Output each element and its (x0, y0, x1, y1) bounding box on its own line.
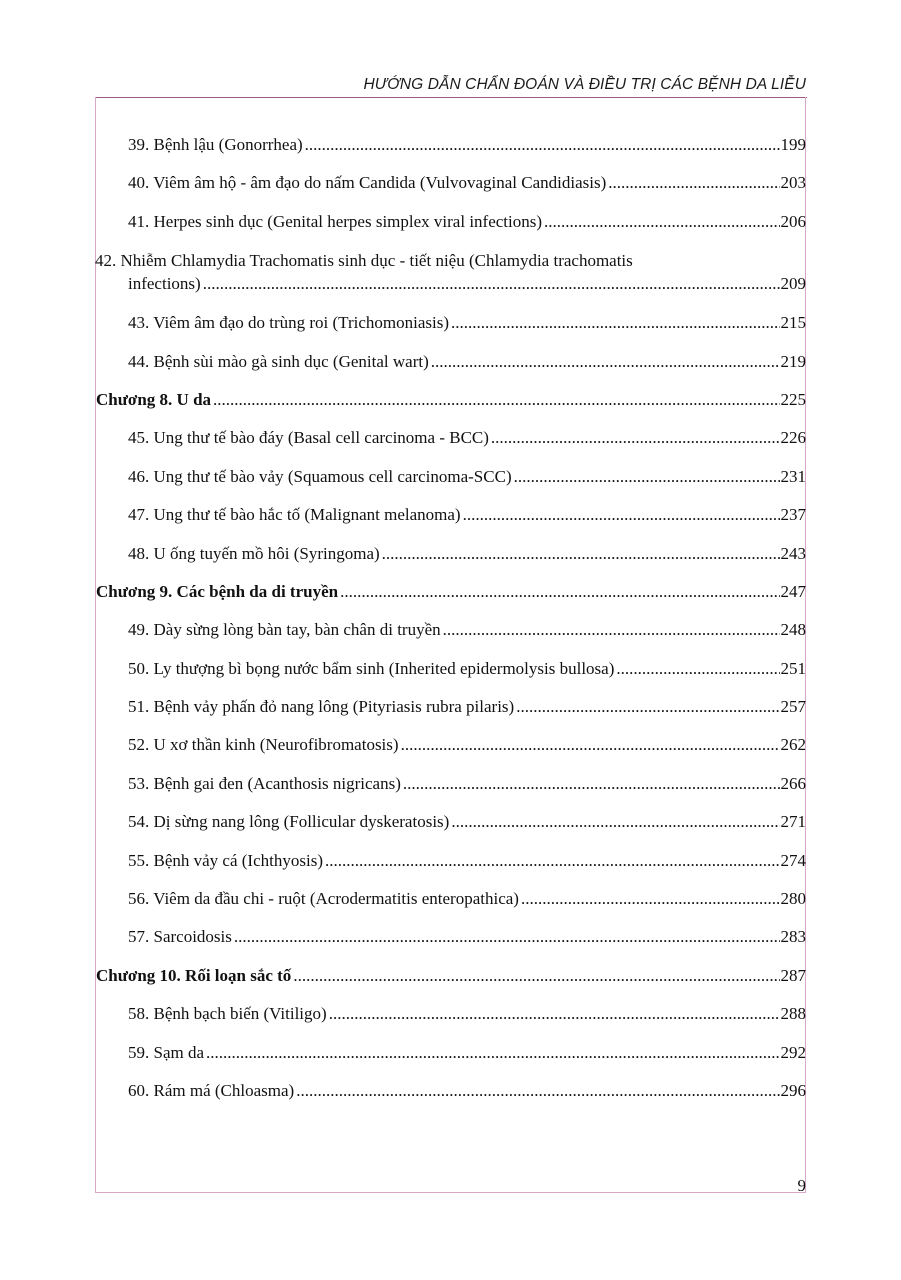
toc-entry-title: 43. Viêm âm đạo do trùng roi (Trichomoniasis) (128, 313, 450, 333)
toc-entry[interactable] (95, 539, 806, 577)
table-of-contents (95, 130, 806, 1114)
dot-leader (401, 733, 780, 756)
dot-leader (296, 1079, 779, 1102)
dot-leader (516, 695, 779, 718)
toc-entry-row (96, 964, 806, 987)
toc-page-number: 219 (780, 351, 806, 371)
toc-page-number: 247 (780, 581, 806, 601)
toc-entry[interactable] (95, 308, 806, 346)
toc-entry-title: 39. Bệnh lậu (Gonorrhea) (128, 135, 303, 154)
toc-entry[interactable] (95, 730, 806, 768)
dot-leader (234, 925, 780, 948)
toc-entry-title: 60. Rám má (Chloasma) (128, 1080, 295, 1100)
toc-page-number: 257 (780, 697, 806, 717)
dot-leader (403, 772, 780, 795)
toc-chapter-entry[interactable] (95, 961, 806, 999)
dot-leader (305, 133, 780, 156)
toc-page-number: 274 (780, 850, 806, 870)
toc-entry[interactable] (95, 769, 806, 807)
toc-page-number: 203 (780, 173, 806, 193)
toc-page-number: 209 (780, 274, 806, 294)
running-header-title: HƯỚNG DẪN CHẨN ĐOÁN VÀ ĐIỀU TRỊ CÁC BỆNH DA LIỄU (363, 76, 806, 93)
toc-entry-title: Chương 8. U da (96, 389, 212, 409)
dot-leader (544, 210, 779, 233)
toc-entry-title: 40. Viêm âm hộ - âm đạo do nấm Candida (Vulvovaginal Candidiasis) (128, 173, 607, 193)
toc-entry-row (128, 542, 806, 565)
toc-entry-row (128, 210, 806, 233)
toc-entry-title: 47. Ung thư tế bào hắc tố (Malignant melanoma) (128, 505, 461, 525)
toc-chapter-entry[interactable] (95, 577, 806, 615)
toc-entry[interactable] (95, 1076, 806, 1114)
dot-leader (491, 426, 780, 449)
dot-leader (463, 503, 780, 526)
toc-entry-row (96, 388, 806, 411)
toc-entry-row (128, 657, 806, 680)
toc-entry[interactable] (95, 846, 806, 884)
dot-leader (325, 849, 780, 872)
dot-leader (443, 618, 780, 641)
toc-page-number: 251 (780, 658, 806, 678)
dot-leader (329, 1002, 780, 1025)
toc-entry[interactable] (95, 130, 806, 168)
toc-entry-title: 48. U ống tuyến mồ hôi (Syringoma) (128, 543, 380, 563)
toc-page-number: 237 (780, 505, 806, 525)
dot-leader (521, 887, 780, 910)
dot-leader (451, 810, 779, 833)
toc-entry-row (128, 849, 806, 872)
toc-entry-row (128, 925, 806, 948)
toc-page-number: 271 (780, 812, 806, 832)
toc-entry[interactable] (95, 207, 806, 245)
toc-entry[interactable] (95, 807, 806, 845)
toc-entry-title: 41. Herpes sinh dục (Genital herpes simplex viral infections) (128, 211, 543, 231)
dot-leader (616, 657, 779, 680)
toc-entry-row (128, 733, 806, 756)
toc-page-number: 226 (780, 428, 806, 448)
toc-entry-title: infections) (128, 274, 201, 294)
toc-entry[interactable] (95, 999, 806, 1037)
toc-entry[interactable] (95, 1038, 806, 1076)
dot-leader (213, 388, 779, 411)
toc-entry-title: 59. Sạm da (128, 1042, 205, 1062)
toc-page-number: 206 (780, 211, 806, 231)
toc-entry-title: 44. Bệnh sùi mào gà sinh dục (Genital wart) (128, 351, 429, 371)
toc-entry[interactable] (95, 500, 806, 538)
page-number: 9 (797, 1176, 806, 1195)
toc-entry-title: 53. Bệnh gai đen (Acanthosis nigricans) (128, 773, 401, 793)
toc-entry-row (128, 350, 806, 373)
dot-leader (203, 272, 780, 295)
toc-entry-title: 55. Bệnh vảy cá (Ichthyosis) (128, 850, 323, 870)
toc-entry-title: 58. Bệnh bạch biến (Vitiligo) (128, 1004, 327, 1024)
toc-entry-row (128, 503, 806, 526)
toc-entry-title: Chương 9. Các bệnh da di truyền (96, 581, 339, 601)
toc-page-number: 296 (780, 1080, 806, 1100)
toc-entry-title: 57. Sarcoidosis (128, 927, 232, 947)
toc-entry-title: 49. Dày sừng lòng bàn tay, bàn chân di truyền (128, 620, 441, 640)
dot-leader (382, 542, 780, 565)
dot-leader (206, 1041, 779, 1064)
toc-entry[interactable] (95, 347, 806, 385)
toc-entry-row (128, 618, 806, 641)
toc-entry-title: 46. Ung thư tế bào vảy (Squamous cell carcinoma-SCC) (128, 466, 512, 486)
toc-entry[interactable] (95, 615, 806, 653)
toc-page-number: 248 (780, 620, 806, 640)
dot-leader (431, 350, 780, 373)
toc-entry-title-line1: 42. Nhiễm Chlamydia Trachomatis sinh dục - tiết niệu (Chlamydia trachomatis (95, 251, 633, 271)
toc-entry[interactable] (95, 884, 806, 922)
toc-entry[interactable] (95, 692, 806, 730)
toc-entry[interactable] (95, 245, 806, 308)
toc-entry[interactable] (95, 922, 806, 960)
toc-entry-title: 56. Viêm da đầu chi - ruột (Acrodermatitis enteropathica) (128, 889, 519, 909)
toc-entry-title: 52. U xơ thần kinh (Neurofibromatosis) (128, 735, 399, 755)
toc-entry-row (128, 171, 806, 194)
toc-entry[interactable] (95, 423, 806, 461)
toc-entry-title: 50. Ly thượng bì bọng nước bẩm sinh (Inherited epidermolysis bullosa) (128, 658, 615, 678)
toc-entry-row (128, 426, 806, 449)
dot-leader (340, 580, 779, 603)
toc-page-number: 199 (780, 135, 806, 154)
toc-entry-row (128, 1002, 806, 1025)
toc-page-number: 287 (780, 965, 806, 985)
toc-entry-title: 54. Dị sừng nang lông (Follicular dyskeratosis) (128, 812, 450, 832)
toc-entry-row (128, 1079, 806, 1102)
toc-page-number: 266 (780, 773, 806, 793)
toc-entry-row (128, 133, 806, 156)
toc-page-number: 288 (780, 1004, 806, 1024)
dot-leader (293, 964, 779, 987)
toc-page-number: 225 (780, 389, 806, 409)
toc-entry-row (128, 1041, 806, 1064)
toc-entry-row (96, 580, 806, 603)
dot-leader (514, 465, 780, 488)
dot-leader (608, 171, 779, 194)
toc-page-number: 231 (780, 466, 806, 486)
toc-entry-row (128, 465, 806, 488)
toc-entry[interactable] (95, 654, 806, 692)
toc-entry-row (128, 272, 806, 295)
toc-entry-row (128, 311, 806, 334)
toc-page-number: 280 (780, 889, 806, 909)
toc-entry-title: 45. Ung thư tế bào đáy (Basal cell carcinoma - BCC) (128, 428, 489, 448)
toc-entry-row (128, 887, 806, 910)
toc-page-number: 292 (780, 1042, 806, 1062)
toc-page-number: 283 (780, 927, 806, 947)
toc-entry-row (128, 810, 806, 833)
toc-entry[interactable] (95, 462, 806, 500)
toc-chapter-entry[interactable] (95, 385, 806, 423)
toc-entry-title: 51. Bệnh vảy phấn đỏ nang lông (Pityriasis rubra pilaris) (128, 697, 515, 717)
toc-page-number: 262 (780, 735, 806, 755)
toc-entry-title: Chương 10. Rối loạn sắc tố (96, 965, 292, 985)
toc-entry-row (128, 772, 806, 795)
toc-entry[interactable] (95, 168, 806, 206)
toc-entry-row (128, 695, 806, 718)
toc-page-number: 215 (780, 313, 806, 333)
toc-page-number: 243 (780, 543, 806, 563)
dot-leader (451, 311, 779, 334)
